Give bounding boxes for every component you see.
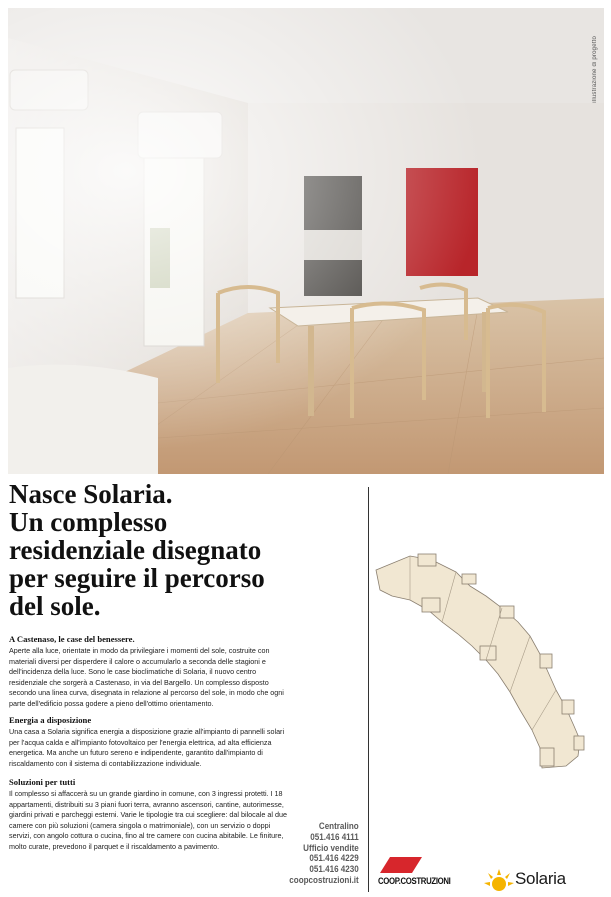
headline-line: Nasce Solaria. [9,479,173,509]
section-energia [9,715,291,769]
vendite-phone[interactable]: 051.416 4229 [309,852,359,864]
section-title: Energia a disposizione [9,715,92,725]
section-text: Il complesso si affaccerà su un grande giardino in comune, con 3 ingressi protetti. I 18 appartamenti, distribuiti su 3 piani fuori terra, avranno ascensori, cantine, autorimesse, giardini privati e parcheggi esterni. Varie le tipologie tra cui scegliere: dal bilocale al due camere con più soluzioni (camera singola o matrimoniale), con un servizio o doppi servizi, con angolo cottura o cucina, fino al tre camere con cucina abitabile. Le finiture, molto curate, prevedono il parquet e il riscaldamento a pavimento. [9,789,287,851]
headline-line: del sole. [9,591,101,621]
headline-line: Un complesso [9,507,168,537]
headline-line: residenziale disegnato [9,535,262,565]
headline [9,480,361,620]
site-plan [370,550,606,775]
website-link[interactable]: coopcostruzioni.it [289,873,359,885]
vendite-label: Ufficio vendite [303,841,359,853]
headline-line: per seguire il percorso [9,563,265,593]
centralino-phone[interactable]: 051.416 4111 [310,830,359,842]
coop-logo-text: COOP.COSTRUZIONI [378,876,451,887]
interior-render [8,8,604,474]
section-text: Una casa a Solaria significa energia a disposizione grazie all'impianto di pannelli solari per l'acqua calda e all'impianto fotovoltaico per l'energia elettrica, ad alta efficienza energetica. Ma anche un futuro sereno e indipendente, garantito dall'impianto di riscaldamento con il sistema di contabilizzazione individuale. [9,727,285,768]
column-divider [368,487,369,892]
section-title: Soluzioni per tutti [9,777,76,787]
section-text: Aperte alla luce, orientate in modo da privilegiare i momenti del sole, costruite con materiali diversi per disperdere il calore o accumularlo a seconda delle stagioni e dell'incidenza della luce. Sono le case bioclimatiche di Solaria, il nuovo centro residenziale che sorgerà a Castenaso, in via del Bargello. Un complesso disposto secondo una linea curva, disegnata in relazione al percorso del sole, in modo che ogni parte dell'edificio possa godere a pieno dell'ottimo orientamento. [9,646,284,708]
contact-block [290,821,359,886]
vendite-phone[interactable]: 051.416 4230 [309,863,359,875]
section-title: A Castenaso, le case del benessere. [9,634,135,644]
photo-credit: illustrazione di progetto [592,36,598,103]
section-soluzioni [9,777,291,853]
centralino-label: Centralino [319,820,359,831]
solaria-logo-text: Solaria [515,869,566,888]
section-benessere [9,634,291,710]
hero-image [8,8,604,474]
